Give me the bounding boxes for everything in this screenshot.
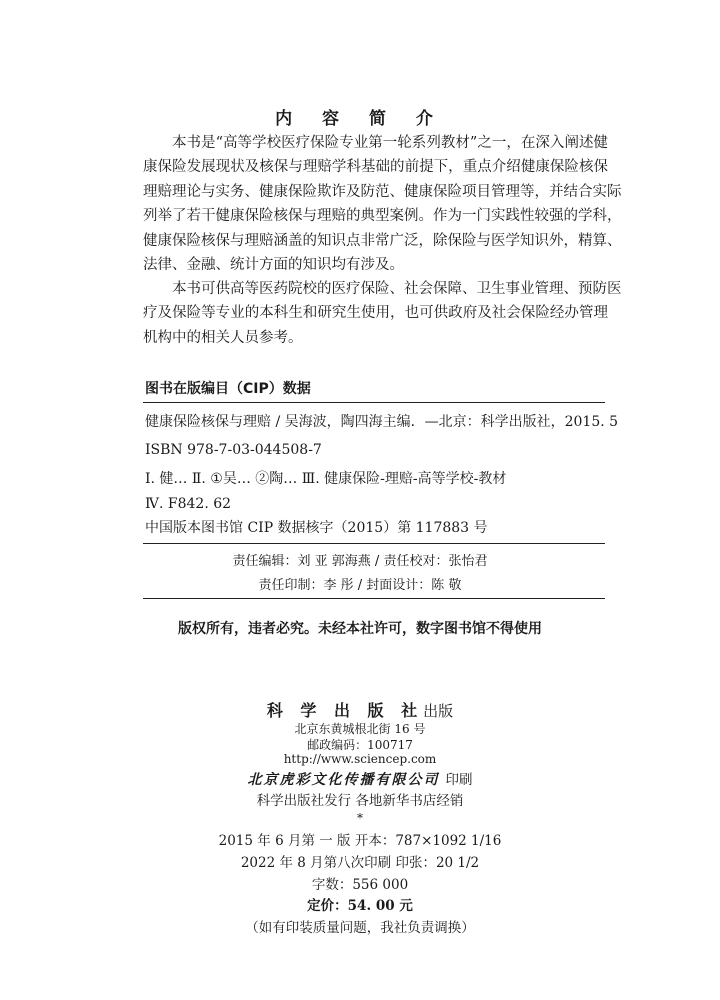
- cip-top-rule: [143, 402, 605, 403]
- cip-bottom-rule: [143, 543, 605, 544]
- intro-line: 本书可供高等医药院校的医疗保险、社会保障、卫生事业管理、预防医: [172, 281, 622, 297]
- intro-paragraph-1: [143, 131, 622, 277]
- cip-isbn: ISBN 978-7-03-044508-7: [145, 442, 322, 458]
- production-line: 责任印制：李 彤 / 封面设计：陈 敬: [258, 578, 462, 593]
- price-value: 54. 00 元: [347, 898, 413, 914]
- intro-line: 健康保险核保与理赔涵盖的知识点非常广泛，除保险与医学知识外，精算、: [143, 232, 622, 249]
- intro-title: 内 容 简 介: [275, 109, 445, 129]
- publisher-name: 科 学 出 版 社: [266, 701, 424, 720]
- intro-line: 本书是“高等学校医疗保险专业第一轮系列教材”之一，在深入阐述健: [172, 135, 608, 151]
- editors-line: 责任编辑：刘 亚 郭海燕 / 责任校对：张怡君: [232, 554, 488, 569]
- printer-name: 北京虎彩文化传播有限公司: [247, 772, 440, 788]
- price-line: [0, 894, 720, 914]
- intro-line: 法律、金融、统计方面的知识均有涉及。: [143, 257, 404, 274]
- intro-paragraph-2: [143, 277, 622, 350]
- cip-class-number: Ⅳ. F842. 62: [145, 496, 232, 512]
- responsibility-rule: [143, 598, 605, 599]
- quality-note: （如有印装质量问题，我社负责调换）: [245, 920, 475, 936]
- edition-line: 2015 年 6 月第 一 版 开本：787×1092 1/16: [218, 833, 502, 849]
- intro-line: 康保险发展现状及核保与理赔学科基础的前提下，重点介绍健康保险核保: [143, 159, 608, 176]
- cip-classification: Ⅰ. 健… Ⅱ. ①吴… ②陶… Ⅲ. 健康保险-理赔-高等学校-教材: [145, 471, 507, 487]
- printing-line: 2022 年 8 月第八次印刷 印张：20 1/2: [240, 855, 480, 871]
- publisher-suffix: 出版: [423, 702, 454, 720]
- publisher-url: http://www.sciencep.com: [283, 752, 437, 766]
- intro-line: 列举了若干健康保险核保与理赔的典型案例。作为一门实践性较强的学科，: [143, 208, 622, 225]
- publisher-line: [0, 698, 720, 721]
- separator-star: *: [357, 811, 363, 825]
- cip-title-line: 健康保险核保与理赔 / 吴海波，陶四海主编．—北京：科学出版社，2015. 5: [145, 414, 619, 430]
- printer-suffix: 印刷: [445, 772, 473, 788]
- word-count: 字数：556 000: [311, 877, 409, 893]
- publisher-postcode: 邮政编码：100717: [307, 738, 413, 752]
- intro-line: 理赔理论与实务、健康保险欺诈及防范、健康保险项目管理等，并结合实际: [143, 183, 622, 200]
- copyright-notice: 版权所有，违者必究。未经本社许可，数字图书馆不得使用: [178, 621, 542, 637]
- cip-number: 中国版本图书馆 CIP 数据核字（2015）第 117883 号: [145, 520, 488, 536]
- intro-line: 机构中的相关人员参考。: [143, 329, 303, 346]
- publisher-address: 北京东黄城根北街 16 号: [294, 722, 426, 736]
- intro-line: 疗及保险等专业的本科生和研究生使用，也可供政府及社会保险经办管理: [143, 305, 608, 322]
- price-label: 定价：: [307, 898, 348, 914]
- printer-line: [0, 768, 720, 789]
- cip-heading: 图书在版编目（CIP）数据: [145, 381, 311, 397]
- distribution-line: 科学出版社发行 各地新华书店经销: [256, 793, 464, 809]
